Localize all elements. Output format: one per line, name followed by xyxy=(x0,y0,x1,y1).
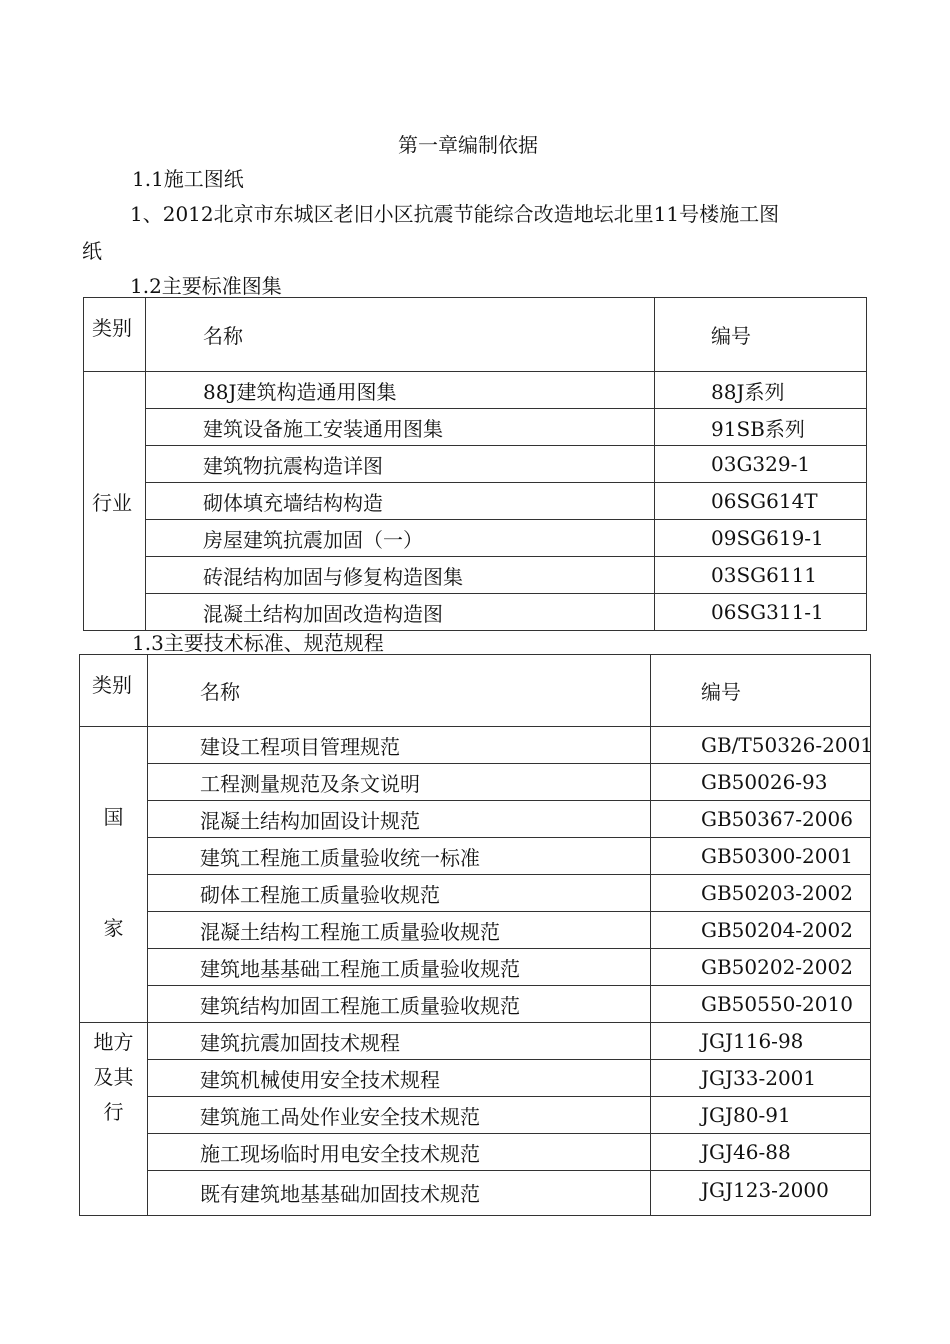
section-1-2-heading: 1.2主要标准图集 xyxy=(130,274,282,298)
category-local xyxy=(80,1023,148,1216)
row-name: 混凝土结构工程施工质量验收规范 xyxy=(148,912,651,949)
row-code: GB50550-2010 xyxy=(651,986,871,1023)
technical-standards-table xyxy=(79,654,874,1216)
category-national-char1: 国 xyxy=(103,804,124,829)
category-national xyxy=(80,727,148,1023)
row-name: 建筑设备施工安装通用图集 xyxy=(146,409,655,446)
section-1-1-heading: 1.1施工图纸 xyxy=(132,167,244,191)
row-code: GB50367-2006 xyxy=(651,801,871,838)
drawings-paragraph-line1: 1、2012北京市东城区老旧小区抗震节能综合改造地坛北里11号楼施工图 xyxy=(130,202,780,226)
table-row xyxy=(80,1171,871,1216)
row-code: 91SB系列 xyxy=(655,409,867,446)
row-name: 混凝土结构加固改造构造图 xyxy=(146,594,655,631)
table-row xyxy=(84,446,867,483)
row-code: GB50203-2002 xyxy=(651,875,871,912)
row-name: 建筑施工咼处作业安全技术规范 xyxy=(148,1097,651,1134)
row-code: GB50202-2002 xyxy=(651,949,871,986)
row-name: 砌体填充墙结构构造 xyxy=(146,483,655,520)
row-name: 砖混结构加固与修复构造图集 xyxy=(146,557,655,594)
table-header-row xyxy=(84,298,867,372)
row-code: GB50300-2001 xyxy=(651,838,871,875)
row-code: JGJ123-2000 xyxy=(651,1171,871,1216)
table-row xyxy=(80,838,871,875)
table-row xyxy=(80,986,871,1023)
row-name: 既有建筑地基基础加固技术规范 xyxy=(148,1171,651,1216)
table-row xyxy=(80,1023,871,1060)
drawings-paragraph-line2: 纸 xyxy=(82,239,102,263)
row-name: 砌体工程施工质量验收规范 xyxy=(148,875,651,912)
row-name: 88J建筑构造通用图集 xyxy=(146,372,655,409)
row-name: 建筑机械使用安全技术规程 xyxy=(148,1060,651,1097)
header-name: 名称 xyxy=(146,298,655,372)
row-code: 06SG614T xyxy=(655,483,867,520)
row-name: 建筑工程施工质量验收统一标准 xyxy=(148,838,651,875)
table-row xyxy=(84,483,867,520)
row-code: GB50204-2002 xyxy=(651,912,871,949)
table-row xyxy=(84,372,867,409)
row-code: 88J系列 xyxy=(655,372,867,409)
table-row xyxy=(80,875,871,912)
table-row xyxy=(84,594,867,631)
table-row xyxy=(80,727,871,764)
section-1-3-heading: 1.3主要技术标准、规范规程 xyxy=(132,631,384,655)
row-code: JGJ80-91 xyxy=(651,1097,871,1134)
row-code: GB/T50326-2001 xyxy=(651,727,871,764)
standard-atlas-table xyxy=(83,297,867,631)
row-name: 建筑物抗震构造详图 xyxy=(146,446,655,483)
row-name: 建筑地基基础工程施工质量验收规范 xyxy=(148,949,651,986)
table-row xyxy=(84,557,867,594)
table-row xyxy=(80,764,871,801)
table-row xyxy=(80,912,871,949)
row-name: 建设工程项目管理规范 xyxy=(148,727,651,764)
row-name: 建筑抗震加固技术规程 xyxy=(148,1023,651,1060)
table-row xyxy=(80,1097,871,1134)
table-row xyxy=(80,949,871,986)
row-name: 混凝土结构加固设计规范 xyxy=(148,801,651,838)
header-code: 编号 xyxy=(655,298,867,372)
table-header-row xyxy=(80,655,871,727)
header-category: 类别 xyxy=(80,655,148,727)
category-local-line3: 行 xyxy=(103,1100,124,1124)
category-national-char2: 家 xyxy=(103,915,124,940)
row-code: 09SG619-1 xyxy=(655,520,867,557)
table-row xyxy=(84,409,867,446)
header-code: 编号 xyxy=(651,655,871,727)
row-code: JGJ33-2001 xyxy=(651,1060,871,1097)
header-name: 名称 xyxy=(148,655,651,727)
header-category: 类别 xyxy=(84,298,146,372)
table-row xyxy=(80,801,871,838)
category-industry: 行业 xyxy=(84,372,146,631)
row-code: 03G329-1 xyxy=(655,446,867,483)
row-name: 施工现场临时用电安全技术规范 xyxy=(148,1134,651,1171)
chapter-title: 第一章编制依据 xyxy=(398,133,538,157)
row-code: JGJ116-98 xyxy=(651,1023,871,1060)
row-code: GB50026-93 xyxy=(651,764,871,801)
table-row xyxy=(80,1060,871,1097)
row-name: 房屋建筑抗震加固（一） xyxy=(146,520,655,557)
row-name: 建筑结构加固工程施工质量验收规范 xyxy=(148,986,651,1023)
row-name: 工程测量规范及条文说明 xyxy=(148,764,651,801)
row-code: 06SG311-1 xyxy=(655,594,867,631)
category-local-line1: 地方 xyxy=(93,1030,134,1054)
row-code: JGJ46-88 xyxy=(651,1134,871,1171)
row-code: 03SG6111 xyxy=(655,557,867,594)
table-row xyxy=(80,1134,871,1171)
category-local-line2: 及其 xyxy=(93,1065,134,1089)
table-row xyxy=(84,520,867,557)
